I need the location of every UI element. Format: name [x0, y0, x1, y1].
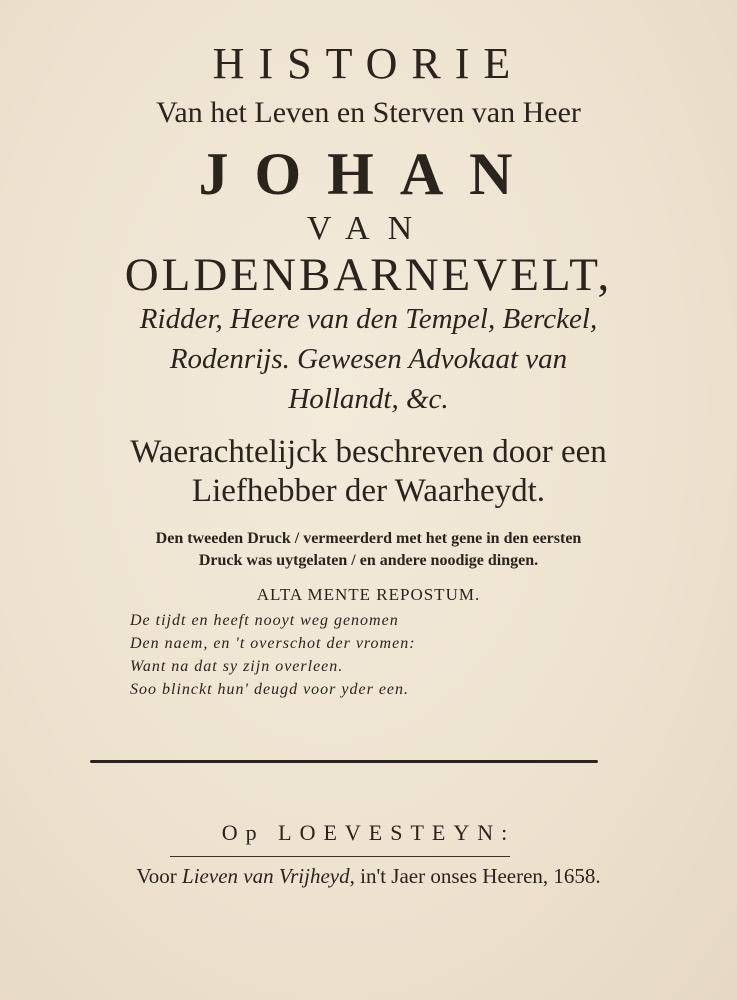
title-honors-1: Ridder, Heere van den Tempel, Berckel,	[139, 303, 598, 335]
verse-line: De tijdt en heeft nooyt weg genomen	[130, 612, 399, 629]
title-honors-2: Rodenrijs. Gewesen Advokaat van	[169, 343, 568, 375]
title-van: VAN	[306, 210, 431, 247]
subtitle-line-2: Liefhebber der Waarheydt.	[191, 473, 546, 509]
title-subline: Van het Leven en Sterven van Heer	[156, 96, 581, 129]
imprint-year: , in't Jaer onses Heeren, 1658.	[349, 864, 601, 888]
verse-line: Den naem, en 't overschot der vromen:	[130, 635, 416, 652]
motto: ALTA MENTE REPOSTUM.	[256, 585, 481, 604]
imprint-publisher: Lieven van Vrijheyd	[182, 864, 350, 888]
subtitle-line-1: Waerachtelijck beschreven door een	[130, 434, 607, 470]
imprint-line	[0, 864, 737, 889]
divider-rule	[90, 760, 598, 763]
title-historie: HISTORIE	[212, 39, 525, 88]
imprint-divider	[170, 856, 510, 857]
imprint-prefix: Voor	[136, 864, 183, 888]
verse-line: Want na dat sy zijn overleen.	[130, 658, 344, 675]
verse-line: Soo blinckt hun' deugd voor yder een.	[130, 681, 410, 698]
edition-line-2: Druck was uytgelaten / en andere noodige dingen.	[198, 552, 539, 569]
imprint-place: Op LOEVESTEYN:	[221, 820, 516, 845]
title-surname: OLDENBARNEVELT,	[124, 249, 613, 301]
edition-line-1: Den tweeden Druck / vermeerderd met het gene in den eersten	[155, 530, 582, 547]
title-name-johan: JOHAN	[198, 141, 539, 207]
title-honors-3: Hollandt, &c.	[288, 383, 449, 415]
